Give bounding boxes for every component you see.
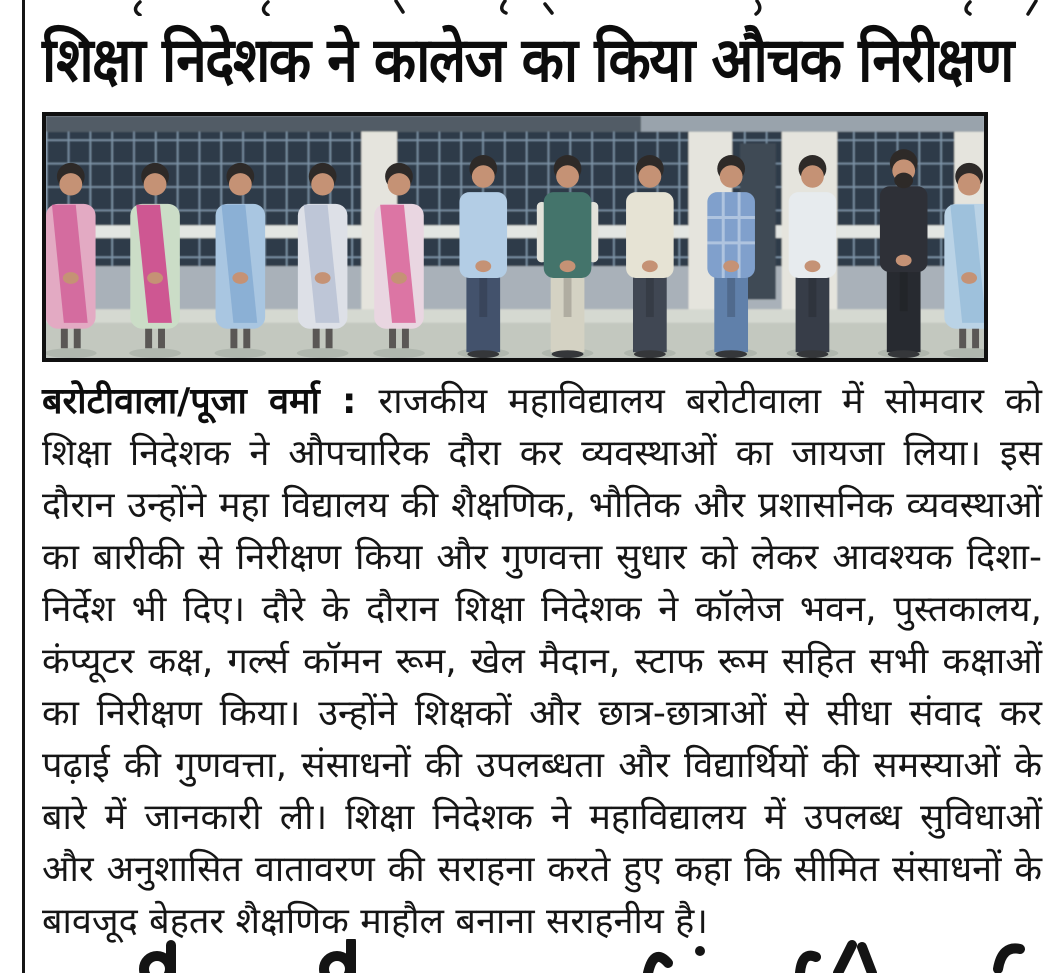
body-line: शिक्षा निदेशक ने औपचारिक दौरा कर व्यवस्थाओं का जायजा लिया। इस	[42, 433, 1042, 474]
body-line: बावजूद बेहतर शैक्षणिक माहौल बनाना सराहनीय है।	[42, 901, 708, 942]
group-photo-illustration	[46, 116, 984, 358]
body-line: और अनुशासित वातावरण की सराहना करते हुए कहा कि सीमित संसाधनों के	[42, 849, 1042, 890]
body-line: कंप्यूटर कक्ष, गर्ल्स कॉमन रूम, खेल मैदान, स्टाफ रूम सहित सभी कक्षाओं	[42, 641, 1042, 682]
article-photo	[42, 112, 988, 362]
body-line: का बारीकी से निरीक्षण किया और गुणवत्ता सुधार को लेकर आवश्यक दिशा-	[42, 537, 1042, 578]
body-line: का निरीक्षण किया। उन्होंने शिक्षकों और छात्र-छात्राओं से सीधा संवाद कर	[42, 693, 1042, 734]
dateline-byline: बरोटीवाला/पूजा वर्मा :	[42, 381, 379, 422]
body-line: बारे में जानकारी ली। शिक्षा निदेशक ने महाविद्यालय में उपलब्ध सुविधाओं	[42, 797, 1042, 838]
cropped-headline-fragments-bottom	[0, 939, 1051, 973]
cropped-text-fragments-top	[0, 0, 1051, 16]
body-line: बरोटीवाला/पूजा वर्मा : राजकीय महाविद्यालय बरोटीवाला में सोमवार को	[42, 381, 1043, 422]
body-line: दौरान उन्होंने महा विद्यालय की शैक्षणिक, भौतिक और प्रशासनिक व्यवस्थाओं	[42, 485, 1042, 526]
body-line: पढ़ाई की गुणवत्ता, संसाधनों की उपलब्धता और विद्यार्थियों की समस्याओं के	[42, 745, 1042, 786]
photo-tint-overlay	[46, 116, 984, 358]
body-line: निर्देश भी दिए। दौरे के दौरान शिक्षा निदेशक ने कॉलेज भवन, पुस्तकालय,	[42, 589, 1042, 630]
article-body	[42, 376, 1042, 948]
article-headline: शिक्षा निदेशक ने कालेज का किया औचक निरीक्षण	[42, 23, 1013, 96]
column-divider-rule	[22, 0, 25, 973]
